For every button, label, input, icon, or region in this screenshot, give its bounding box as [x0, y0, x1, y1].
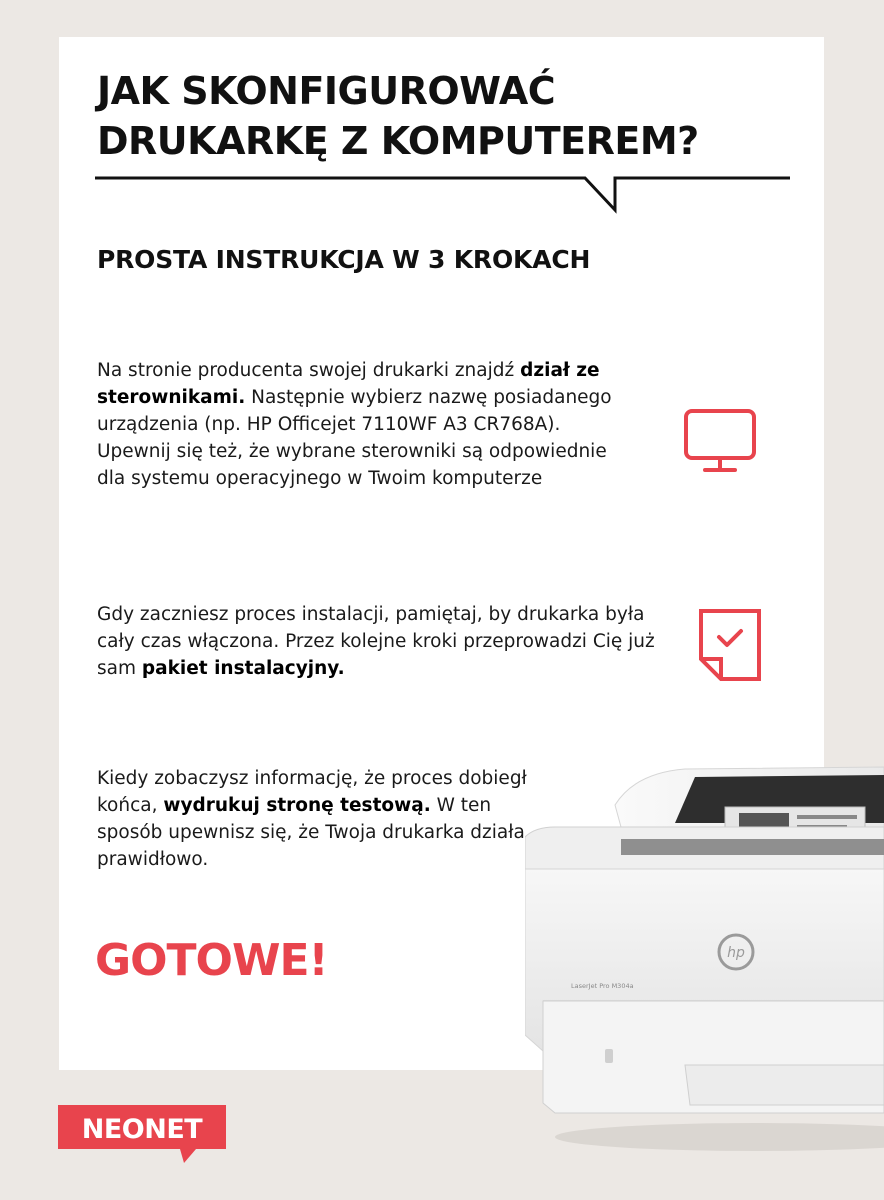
printer-brand: hp: [727, 945, 745, 961]
step-2-part-1: Gdy zaczniesz proces instalacji, pamiętaj, by drukarka była cały czas włączona. Przez kolejne kroki przeprowadzi Cię już sam: [97, 604, 655, 679]
monitor-icon: [683, 408, 757, 476]
title-line-2: DRUKARKĘ Z KOMPUTEREM?: [97, 119, 699, 163]
step-1-part-1: Na stronie producenta swojej drukarki znajdź: [97, 360, 521, 381]
step-2-highlight: pakiet instalacyjny.: [141, 658, 345, 679]
step-3-part-3: W ten sposób upewnisz się, że Twoja drukarka działa prawidłowo.: [97, 795, 525, 870]
title-line-1: JAK SKONFIGUROWAĆ: [97, 69, 556, 113]
done-heading: GOTOWE!: [95, 935, 328, 986]
document-check-icon: [697, 608, 763, 682]
subtitle: PROSTA INSTRUKCJA W 3 KROKACH: [97, 245, 591, 274]
step-1-part-3: Następnie wybierz nazwę posiadanego urządzenia (np. HP Officejet 7110WF A3 CR768A). Upewnij się też, że wybrane sterowniki są odpowiednie dla systemu operacyjnego w Twoim komputerze: [97, 387, 612, 489]
step-1-highlight: dział ze sterownikami.: [97, 360, 600, 408]
step-3-part-1: Kiedy zobaczysz informację, że proces dobiegł końca,: [97, 768, 527, 816]
printer-image: [525, 765, 884, 1155]
step-3-highlight: wydrukuj stronę testową.: [163, 795, 431, 816]
page-title: [97, 66, 817, 166]
speech-bubble-underline: [95, 170, 795, 216]
step-2-text: [97, 601, 657, 682]
printer-model: LaserJet Pro M304a: [571, 982, 634, 990]
logo-text: NEONET: [81, 1114, 203, 1145]
step-3-text: [97, 765, 527, 873]
step-1-text: [97, 357, 637, 492]
